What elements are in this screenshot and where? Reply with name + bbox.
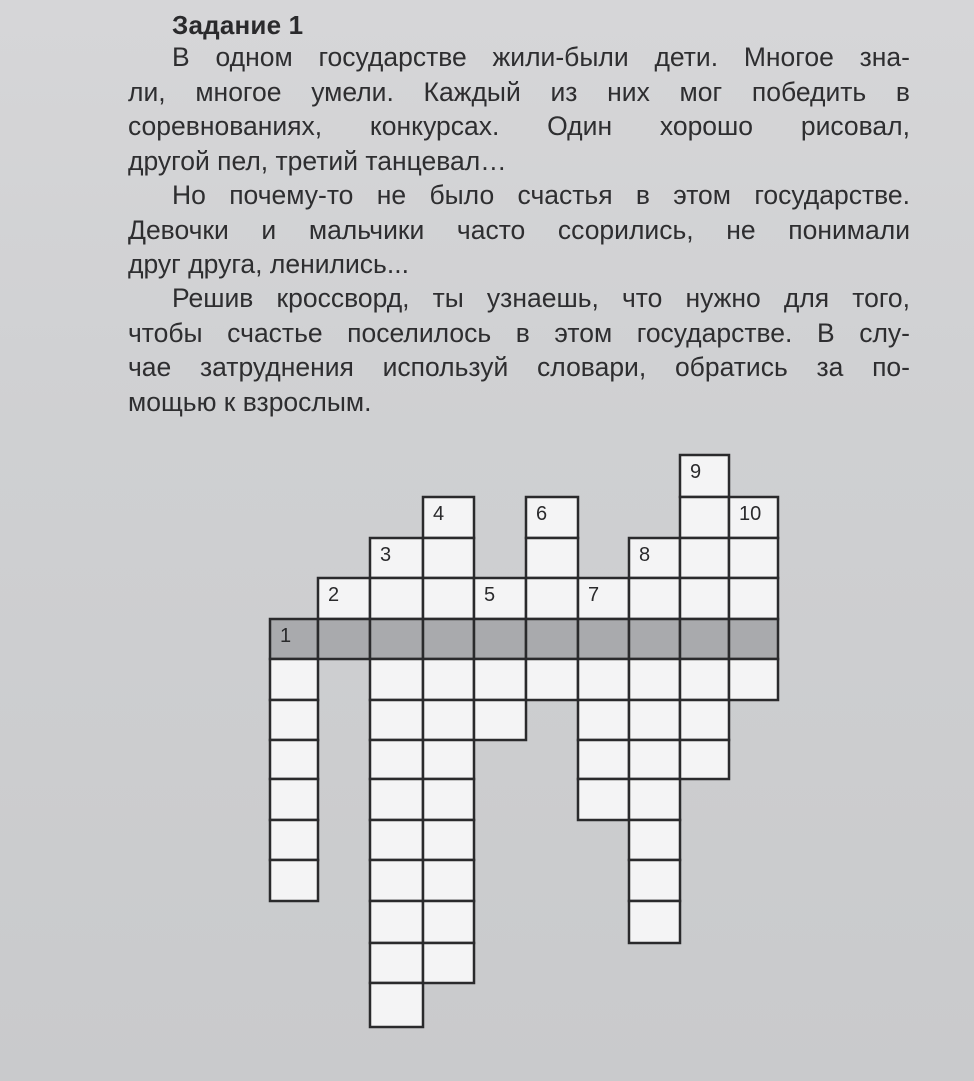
crossword-cell[interactable] [423, 497, 474, 538]
crossword-cell[interactable] [629, 820, 680, 860]
crossword-cell[interactable] [729, 578, 778, 619]
crossword-cell[interactable] [629, 578, 680, 619]
text-line: другой пел, третий танцевал… [128, 145, 507, 176]
text-line: мощью к взрослым. [128, 386, 372, 417]
text-line: Девочки и мальчики часто ссорились, не понимали [128, 214, 910, 245]
text-line: Но почему-то не было счастья в этом государстве. [172, 180, 910, 210]
text-line: Решив кроссворд, ты узнаешь, что нужно для того, [172, 283, 910, 313]
crossword-cell-highlighted[interactable] [270, 619, 318, 659]
crossword-cell[interactable] [578, 700, 629, 740]
crossword-cell[interactable] [270, 659, 318, 700]
crossword-cell[interactable] [526, 578, 578, 619]
crossword-cell[interactable] [270, 740, 318, 779]
crossword-cell[interactable] [370, 578, 423, 619]
crossword-cell[interactable] [474, 578, 526, 619]
crossword-cell[interactable] [578, 740, 629, 779]
crossword-cell[interactable] [423, 578, 474, 619]
clue-number-6: 6 [536, 503, 548, 525]
clue-number-8: 8 [639, 544, 651, 566]
crossword-cell[interactable] [680, 538, 729, 578]
crossword-cell[interactable] [270, 700, 318, 740]
clue-number-1: 1 [280, 625, 292, 647]
crossword-cell-highlighted[interactable] [474, 619, 526, 659]
crossword-cell[interactable] [629, 740, 680, 779]
crossword-cell[interactable] [629, 659, 680, 700]
crossword-cell[interactable] [578, 578, 629, 619]
crossword-cells [270, 455, 778, 1027]
crossword-cell-highlighted[interactable] [370, 619, 423, 659]
crossword-cell[interactable] [578, 779, 629, 820]
crossword-cell-highlighted[interactable] [526, 619, 578, 659]
crossword-cell[interactable] [629, 700, 680, 740]
crossword-cell[interactable] [680, 659, 729, 700]
crossword-cell[interactable] [423, 700, 474, 740]
clue-number-10: 10 [739, 503, 762, 525]
crossword-cell[interactable] [370, 700, 423, 740]
crossword-cell[interactable] [423, 860, 474, 901]
crossword-cell[interactable] [423, 901, 474, 943]
crossword-cell[interactable] [423, 538, 474, 578]
crossword-cell[interactable] [729, 659, 778, 700]
crossword-cell[interactable] [629, 779, 680, 820]
clue-number-3: 3 [380, 544, 392, 566]
text-line: ли, многое умели. Каждый из них мог победить в [128, 76, 910, 107]
crossword-cell[interactable] [680, 497, 729, 538]
crossword-cell[interactable] [729, 538, 778, 578]
crossword-cell[interactable] [423, 779, 474, 820]
crossword-cell[interactable] [578, 659, 629, 700]
crossword-cell[interactable] [318, 578, 370, 619]
crossword-cell[interactable] [680, 700, 729, 740]
crossword-cell[interactable] [270, 820, 318, 860]
crossword-cell[interactable] [270, 779, 318, 820]
clue-number-7: 7 [588, 584, 600, 606]
crossword-cell[interactable] [423, 943, 474, 983]
crossword-cell[interactable] [370, 943, 423, 983]
crossword-cell[interactable] [629, 901, 680, 943]
crossword-cell[interactable] [680, 455, 729, 497]
crossword-cell[interactable] [629, 860, 680, 901]
text-line: чае затруднения используй словари, обратись за по- [128, 352, 910, 382]
task-title: Задание 1 [172, 10, 304, 40]
text-line: В одном государстве жили-были дети. Многое зна- [172, 42, 910, 72]
crossword-cell[interactable] [370, 740, 423, 779]
crossword-cell[interactable] [680, 740, 729, 779]
crossword-cell-highlighted[interactable] [578, 619, 629, 659]
crossword-cell[interactable] [680, 578, 729, 619]
clue-number-9: 9 [690, 461, 702, 483]
crossword-cell[interactable] [370, 983, 423, 1027]
crossword-cell[interactable] [370, 659, 423, 700]
crossword-cell-highlighted[interactable] [318, 619, 370, 659]
text-line: соревнованиях, конкурсах. Один хорошо рисовал, [128, 111, 910, 141]
crossword-cell[interactable] [629, 538, 680, 578]
crossword-cell[interactable] [270, 860, 318, 901]
clue-number-4: 4 [433, 503, 445, 525]
crossword-cell[interactable] [526, 497, 578, 538]
crossword-cell[interactable] [370, 538, 423, 578]
crossword-cell[interactable] [370, 820, 423, 860]
crossword-cell-highlighted[interactable] [423, 619, 474, 659]
clue-number-2: 2 [328, 584, 340, 606]
crossword-cell[interactable] [526, 538, 578, 578]
crossword-cell-highlighted[interactable] [629, 619, 680, 659]
crossword-cell[interactable] [474, 659, 526, 700]
text-line: друг друга, ленились... [128, 249, 409, 279]
crossword-cell[interactable] [423, 820, 474, 860]
crossword-cell[interactable] [423, 740, 474, 779]
crossword-cell[interactable] [474, 700, 526, 740]
crossword-cell[interactable] [370, 779, 423, 820]
crossword-cell[interactable] [370, 860, 423, 901]
clue-number-5: 5 [484, 584, 496, 606]
crossword-cell[interactable] [370, 901, 423, 943]
crossword-cell[interactable] [526, 659, 578, 700]
crossword-cell[interactable] [423, 659, 474, 700]
crossword-cell-highlighted[interactable] [680, 619, 729, 659]
crossword-cell-highlighted[interactable] [729, 619, 778, 659]
text-line: чтобы счастье поселилось в этом государстве. В слу- [128, 317, 910, 348]
